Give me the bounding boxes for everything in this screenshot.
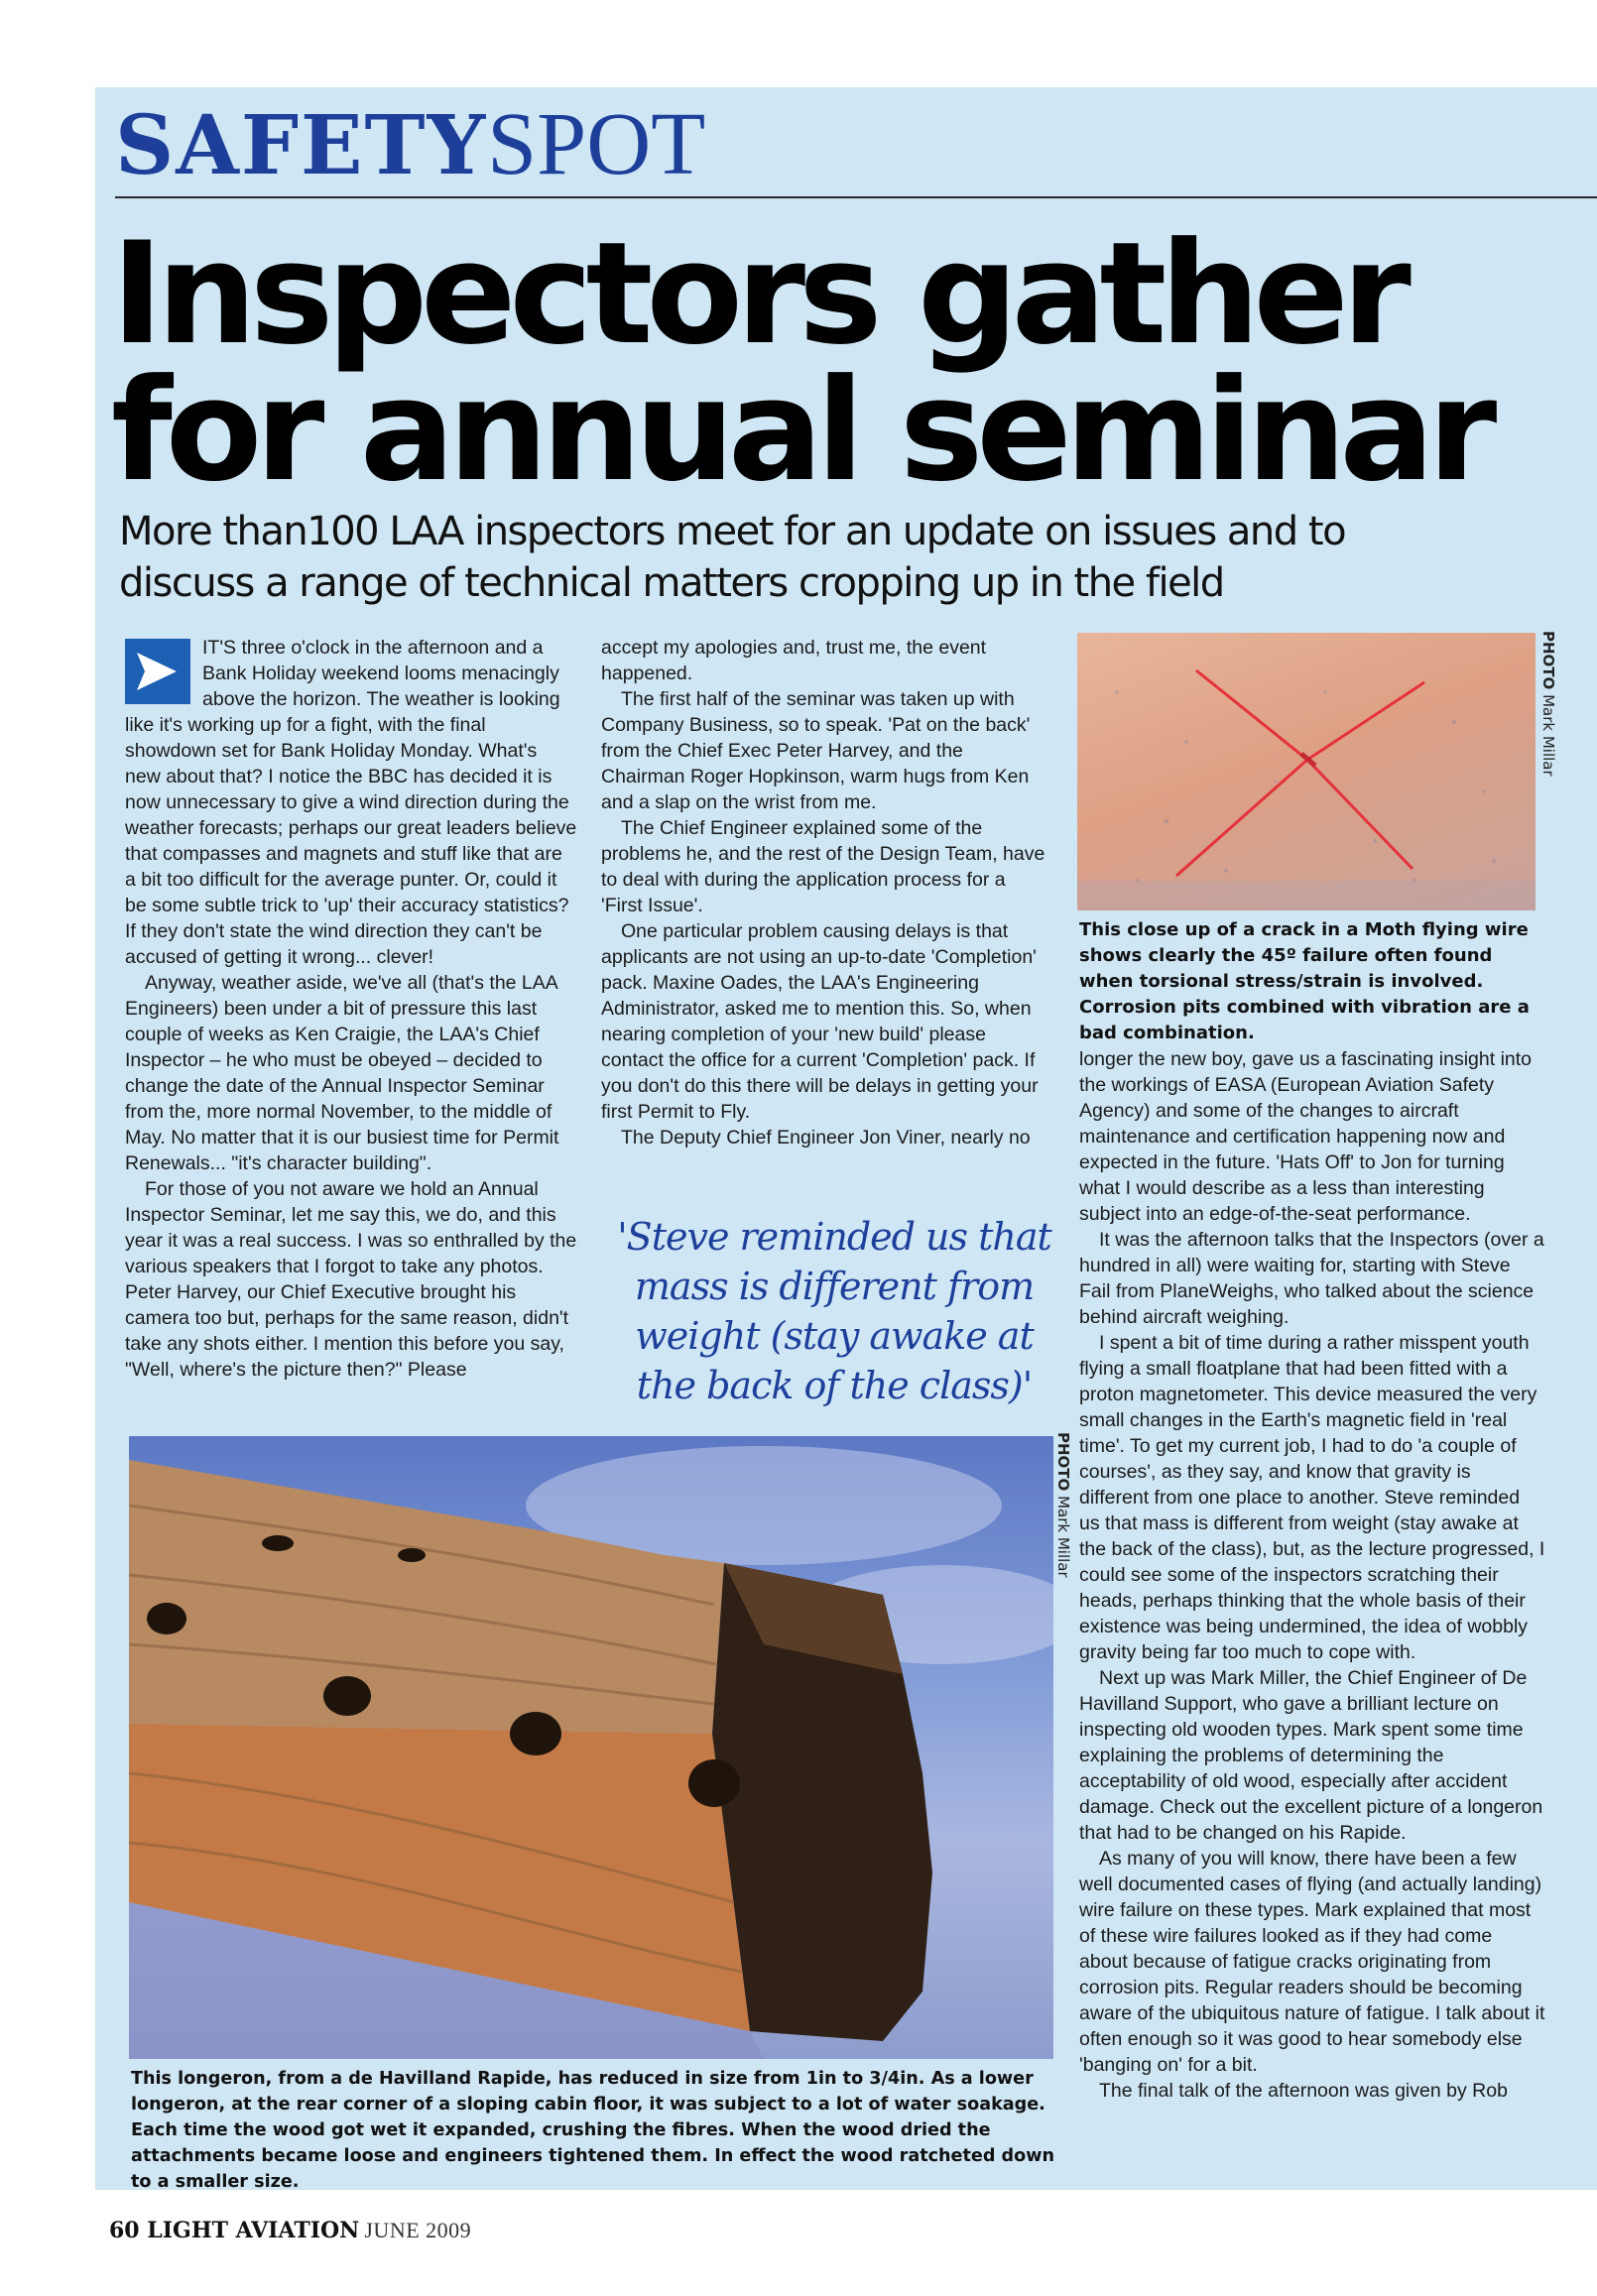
dropcap-arrow-icon <box>125 639 190 704</box>
column1-paragraph: Anyway, weather aside, we've all (that's the LAA Engineers) been under a bit of pressure this last couple of weeks as Ken Craigie, the LAA's Chief Inspector – he who must be obeyed – decided to change the date of the Annual Inspector Seminar from the, more normal November, to the middle of May. No matter that it is our busiest time for Permit Renewals... "it's character building". <box>125 972 559 1174</box>
column2-paragraph: The Chief Engineer explained some of the problems he, and the rest of the Design Team, have to deal with during the application process for a 'First Issue'. <box>601 817 1045 916</box>
column2-paragraph: accept my apologies and, trust me, the event happened. <box>601 637 987 684</box>
column1-paragraph: IT'S three o'clock in the afternoon and a Bank Holiday weekend looms menacingly above the horizon. The weather is looking like it's working up for a fight, with the final showdown set for Bank Holiday Monday. What's new about that? I notice the BBC has decided it is now unnecessary to give a wind direction during the weather forecasts; perhaps our great leaders believe that compasses and magnets and stuff like that are a bit too difficult for the average punter. Or, could it be some subtle trick to 'up' their accuracy statistics? If they don't state the wind direction they can't be accused of getting it wrong... clever! <box>125 637 577 968</box>
photo-credit <box>1054 1432 1072 1578</box>
column3-paragraph: longer the new boy, gave us a fascinating insight into the workings of EASA (European Aviation Safety Agency) and some of the changes to aircraft maintenance and certification happening now and expected in the future. 'Hats Off' to Jon for turning what I would describe as a less than interesting subject into an edge-of-the-seat performance. <box>1079 1048 1533 1225</box>
photo-credit-label: PHOTO <box>1539 631 1557 690</box>
column2-paragraph: The Deputy Chief Engineer Jon Viner, nearly no <box>621 1127 1031 1148</box>
photo-credit-label: PHOTO <box>1054 1432 1072 1492</box>
page-footer <box>109 2216 471 2247</box>
longeron-photo <box>129 1436 1053 2059</box>
photo-credit-name: Mark Millar <box>1539 694 1557 777</box>
article-column-2 <box>601 635 1049 1150</box>
footer-page-title: 60 LIGHT AVIATION <box>109 2218 360 2243</box>
pull-quote: 'Steve reminded us that mass is different from weight (stay awake at the back of the class)' <box>617 1215 1051 1407</box>
header-rule <box>115 196 1597 198</box>
kicker-light: SPOT <box>487 95 706 193</box>
column3-paragraph: As many of you will know, there have been a few well documented cases of flying (and actually landing) wire failure on these types. Mark explained that most of these wire failures looked as if they had come about because of fatigue cracks originating from corrosion pits. Regular readers should be becoming aware of the ubiquitous nature of fatigue. I talk about it often enough so it was good to hear somebody else 'banging on' for a bit. <box>1079 1848 1545 2076</box>
longeron-caption: This longeron, from a de Havilland Rapide, has reduced in size from 1in to 3/4in. As a lower longeron, at the rear corner of a sloping cabin floor, it was subject to a lot of water soakage. Each time the wood got wet it expanded, crushing the fibres. When the wood dried the attachments became loose and engineers tightened them. In effect the wood ratcheted down to a smaller size. <box>131 2069 1055 2192</box>
flying-wire-caption: This close up of a crack in a Moth flying wire shows clearly the 45º failure often found when torsional stress/strain is involved. Corrosion pits combined with vibration are a bad combination. <box>1079 919 1530 1043</box>
footer-date: JUNE 2009 <box>364 2218 472 2242</box>
column3-paragraph: Next up was Mark Miller, the Chief Engineer of De Havilland Support, who gave a brilliant lecture on inspecting old wooden types. Mark spent some time explaining the problems of determining the acceptability of old wood, especially after accident damage. Check out the excellent picture of a longeron that had to be changed on his Rapide. <box>1079 1667 1543 1844</box>
headline: Inspectors gather for annual seminar <box>111 212 1491 513</box>
column1-paragraph: For those of you not aware we hold an Annual Inspector Seminar, let me say this, we do, and this year it was a real success. I was so enthralled by the various speakers that I forgot to take any photos. Peter Harvey, our Chief Executive brought his camera too but, perhaps for the same reason, didn't take any shots either. I mention this before you say, "Well, where's the picture then?" Please <box>125 1178 577 1381</box>
photo-credit <box>1539 631 1557 777</box>
column3-paragraph: The final talk of the afternoon was given by Rob <box>1099 2080 1508 2102</box>
kicker-bold: SAFETY <box>115 98 488 193</box>
column2-paragraph: The first half of the seminar was taken up with Company Business, so to speak. 'Pat on the back' from the Chief Exec Peter Harvey, and the Chairman Roger Hopkinson, warm hugs from Ken and a slap on the wrist from me. <box>601 688 1031 813</box>
article-column-1 <box>125 635 577 1383</box>
column2-paragraph: One particular problem causing delays is that applicants are not using an up-to-date 'Completion' pack. Maxine Oades, the LAA's Engineering Administrator, asked me to mention this. So, when nearing completion of your 'new build' please contact the office for a current 'Completion' pack. If you don't do this there will be delays in getting your first Permit to Fly. <box>601 920 1039 1123</box>
standfirst: More than100 LAA inspectors meet for an update on issues and to discuss a range of technical matters cropping up in the field <box>119 509 1346 606</box>
article-column-3 <box>1079 1046 1545 2104</box>
flying-wire-photo <box>1077 633 1536 910</box>
column3-paragraph: I spent a bit of time during a rather misspent youth flying a small floatplane that had been fitted with a proton magnetometer. This device measured the very small changes in the Earth's magnetic field in 'real time'. To get my current job, I had to do 'a couple of courses', as they say, and know that gravity is different from one place to another. Steve reminded us that mass is different from weight (stay awake at the back of the class), but, as the lecture progressed, I could see some of the inspectors scratching their heads, perhaps thinking that the whole basis of their existence was being undermined, the idea of wobbly gravity being far too much to cope with. <box>1079 1332 1545 1663</box>
column3-paragraph: It was the afternoon talks that the Inspectors (over a hundred in all) were waiting for, starting with Steve Fail from PlaneWeighs, who talked about the science behind aircraft weighing. <box>1079 1229 1544 1328</box>
photo-credit-name: Mark Millar <box>1054 1496 1072 1578</box>
section-kicker <box>115 95 705 194</box>
